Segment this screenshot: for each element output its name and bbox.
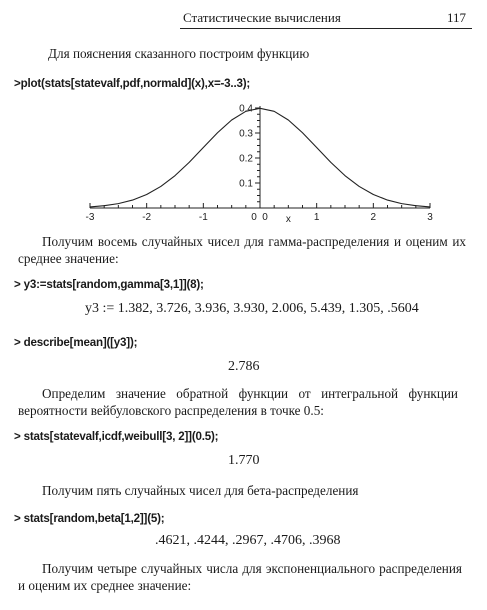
weibull-command: > stats[statevalf,icdf,weibull[3, 2]](0.5); <box>14 430 219 443</box>
y-tick-label: 0.1 <box>239 178 253 190</box>
x-axis-label: x <box>285 214 291 225</box>
intro-paragraph: Для пояснения сказанного построим функцию <box>48 46 310 61</box>
x-tick-label: 2 <box>370 212 377 223</box>
plot-command: >plot(stats[statevalf,pdf,normald](x),x=-3..3); <box>14 77 251 90</box>
beta-paragraph: Получим пять случайных чисел для бета-распределения <box>42 483 359 498</box>
gamma-paragraph: Получим восемь случайных чисел для гамма-распределения и оценим их среднее значение: <box>18 234 466 266</box>
x-tick-label: -3 <box>85 212 95 223</box>
mean-command: > describe[mean]([y3]); <box>14 336 138 349</box>
beta-output: .4621, .4244, .2967, .4706, .3968 <box>155 533 341 548</box>
plot-layer <box>86 104 434 226</box>
y-origin-label: 0 <box>262 212 268 223</box>
x-tick-label: -1 <box>198 212 208 223</box>
x-tick-label: 1 <box>313 212 320 223</box>
mean-output: 2.786 <box>228 359 260 374</box>
weibull-output: 1.770 <box>228 453 260 468</box>
y-tick-label: 0.4 <box>239 103 253 115</box>
normal-pdf-plot <box>70 100 450 225</box>
x-tick-label: 0 <box>251 212 257 223</box>
header-rule <box>180 28 472 29</box>
gamma-output: y3 := 1.382, 3.726, 3.936, 3.930, 2.006, 5.439, 1.305, .5604 <box>85 301 419 316</box>
page-number: 117 <box>446 10 466 25</box>
exponential-paragraph: Получим четыре случайных числа для экспоненциального распределения и оценим их среднее значение: <box>18 561 462 593</box>
running-head-title: Статистические вычисления <box>183 10 341 25</box>
gamma-command: > y3:=stats[random,gamma[3,1]](8); <box>14 278 204 291</box>
beta-command: > stats[random,beta[1,2]](5); <box>14 512 165 525</box>
x-tick-label: 3 <box>427 212 433 223</box>
weibull-paragraph: Определим значение обратной функции от интегральной функции вероятности вейбуловского распределения в точке 0.5: <box>18 386 458 418</box>
y-tick-label: 0.2 <box>239 153 253 165</box>
x-tick-label: -2 <box>142 212 152 223</box>
y-tick-label: 0.3 <box>239 128 253 140</box>
running-head <box>180 10 470 30</box>
